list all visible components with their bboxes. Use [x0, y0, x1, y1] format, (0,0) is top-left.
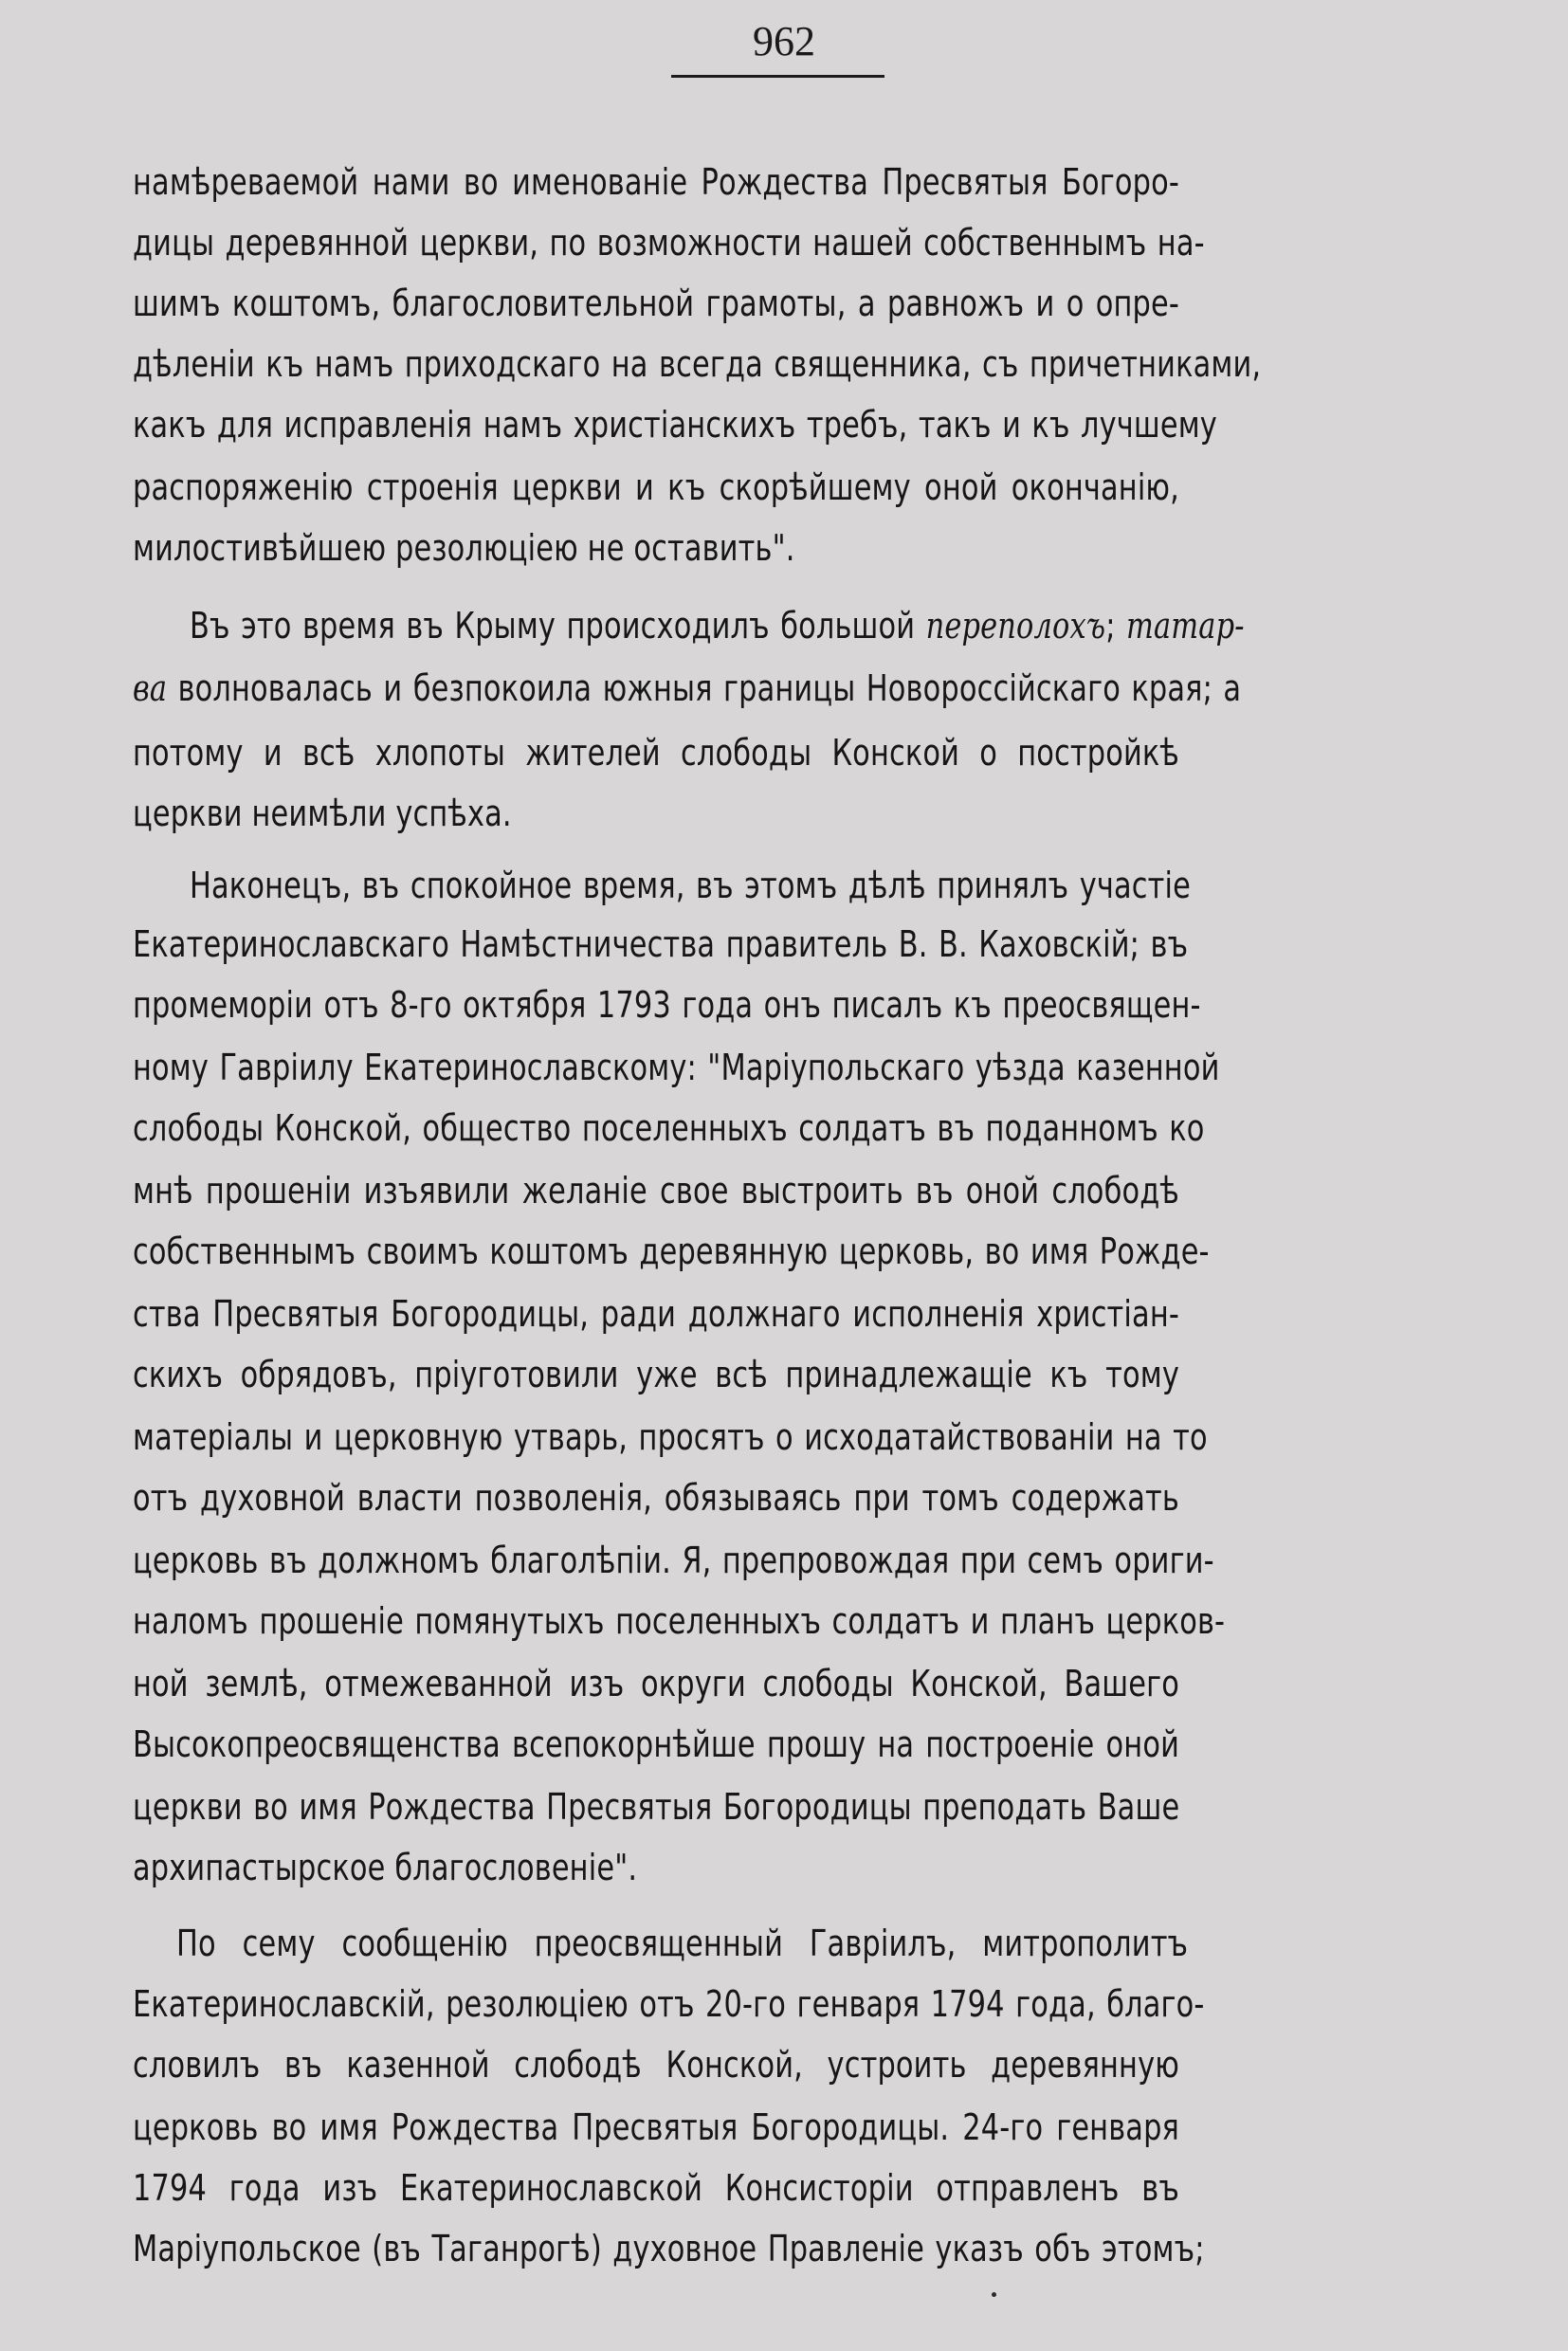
text-segment: Въ это время въ Крыму происходилъ большой	[190, 605, 926, 647]
text-line: ному Гавріилу Екатеринославскому: "Маріупольскаго уѣзда казенной	[133, 1047, 1220, 1088]
header-rule	[671, 75, 884, 78]
text-line: скихъ обрядовъ, пріуготовили уже всѣ принадлежащіе къ тому	[133, 1354, 1179, 1395]
page-number: 962	[753, 18, 815, 64]
text-line: промеморіи отъ 8-го октября 1793 года онъ писалъ къ преосвящен-	[133, 984, 1201, 1026]
text-line: архипастырское благословеніе".	[133, 1847, 638, 1888]
text-line: Маріупольское (въ Таганрогѣ) духовное Правленіе указъ объ этомъ;	[133, 2228, 1205, 2269]
text-line: словилъ въ казенной слободѣ Конской, устроить деревянную	[133, 2044, 1179, 2086]
text-line: Наконецъ, въ спокойное время, въ этомъ дѣлѣ принялъ участіе	[190, 865, 1191, 906]
text-line: шимъ коштомъ, благословительной грамоты, а равножъ и о опре-	[133, 282, 1179, 324]
text-line: дѣленіи къ намъ приходскаго на всегда священника, съ причетниками,	[133, 343, 1262, 385]
text-line: Екатеринославскаго Намѣстничества правитель В. В. Каховскій; въ	[133, 923, 1189, 965]
text-line: Высокопреосвященства всепокорнѣйше прошу на построеніе оной	[133, 1723, 1179, 1765]
text-line: церковь въ должномъ благолѣпіи. Я, препровождая при семъ ориги-	[133, 1540, 1214, 1581]
text-line-mixed	[133, 660, 1242, 717]
text-line-mixed	[190, 597, 1245, 654]
text-line: церкви во имя Рождества Пресвятыя Богородицы преподать Ваше	[133, 1786, 1180, 1828]
text-line: собственнымъ своимъ коштомъ деревянную церковь, во имя Рожде-	[133, 1230, 1210, 1272]
text-line: матеріалы и церковную утварь, просятъ о исходатайствованіи на то	[133, 1416, 1208, 1458]
text-line: дицы деревянной церкви, по возможности нашей собственнымъ на-	[133, 222, 1205, 264]
text-line: намѣреваемой нами во именованіе Рождества Пресвятыя Богоро-	[133, 161, 1179, 203]
text-line: слободы Конской, общество поселенныхъ солдатъ въ поданномъ ко	[133, 1107, 1205, 1149]
text-line: милостивѣйшею резолюціею не оставить".	[133, 527, 795, 569]
text-line: потому и всѣ хлопоты жителей слободы Конской о постройкѣ	[133, 732, 1179, 774]
italic-word: татар-	[1126, 605, 1245, 647]
text-segment: волновалась и безпокоила южныя границы Новороссійскаго края; а	[167, 667, 1242, 709]
text-line: церкви неимѣли успѣха.	[133, 793, 512, 834]
text-line: 1794 года изъ Екатеринославской Консисторіи отправленъ въ	[133, 2167, 1179, 2209]
ink-speck	[992, 2292, 996, 2297]
text-line: Екатеринославскій, резолюціею отъ 20-го генваря 1794 года, благо-	[133, 1983, 1205, 2025]
text-segment: ;	[1105, 605, 1127, 647]
text-line: какъ для исправленія намъ христіанскихъ требъ, такъ и къ лучшему	[133, 404, 1217, 446]
text-line: наломъ прошеніе помянутыхъ поселенныхъ солдатъ и планъ церков-	[133, 1600, 1226, 1642]
text-line: ства Пресвятыя Богородицы, ради должнаго исполненія христіан-	[133, 1293, 1179, 1335]
text-line: отъ духовной власти позволенія, обязываясь при томъ содержать	[133, 1477, 1179, 1519]
italic-word: ва	[133, 667, 168, 709]
text-line: распоряженію строенія церкви и къ скорѣйшему оной окончанію,	[133, 466, 1179, 508]
text-line: ной землѣ, отмежеванной изъ округи слободы Конской, Вашего	[133, 1663, 1179, 1704]
italic-word: переполохъ	[925, 605, 1106, 647]
text-line: мнѣ прошеніи изъявили желаніе свое выстроить въ оной слободѣ	[133, 1170, 1179, 1212]
text-line: По сему сообщенію преосвященный Гавріилъ, митрополитъ	[176, 1923, 1189, 1964]
text-line: церковь во имя Рождества Пресвятыя Богородицы. 24-го генваря	[133, 2106, 1179, 2148]
